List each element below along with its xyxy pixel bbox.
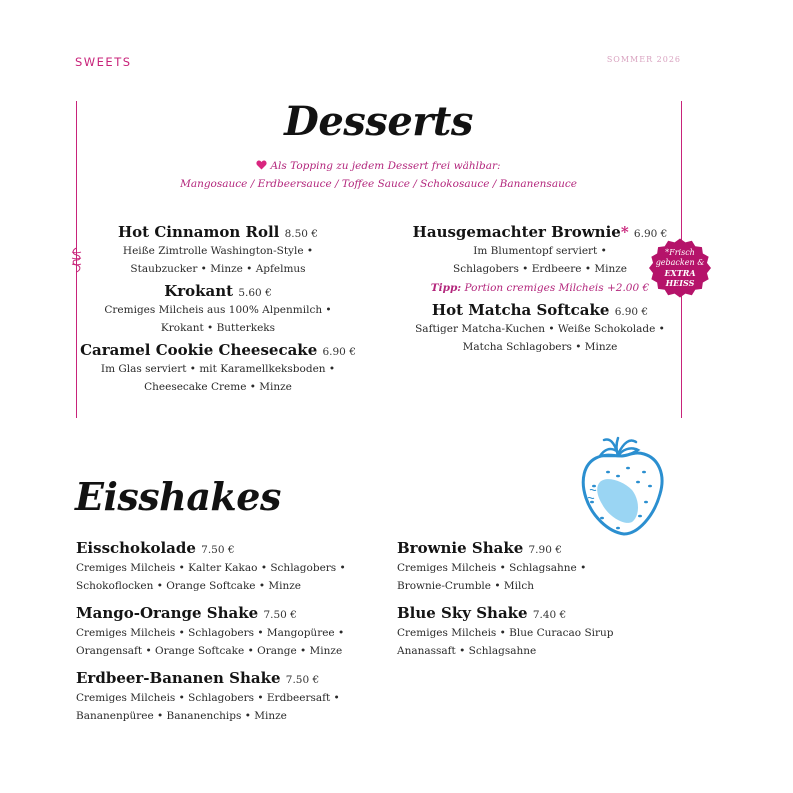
dessert-item (400, 301, 680, 356)
dessert-item (76, 223, 360, 278)
item-description: Bananenpüree • Bananenchips • Minze (76, 709, 287, 722)
item-price: 7.40 € (532, 609, 567, 621)
item-price: 7.50 € (263, 609, 297, 621)
badge-line: gebacken & (655, 258, 705, 267)
item-price: 7.50 € (201, 544, 235, 556)
strawberry-illustration (578, 428, 668, 540)
desserts-title: Desserts (284, 98, 473, 145)
item-description: Cremiges Milcheis aus 100% Alpenmilch • (104, 304, 332, 316)
shake-item (397, 604, 687, 660)
topping-note (120, 157, 637, 193)
item-name-hot-matcha-softcake: Hot Matcha Softcake 6.90 € (431, 301, 649, 319)
dessert-item (76, 282, 360, 337)
item-description: Cheesecake Creme • Minze (144, 380, 292, 393)
item-description: Brownie-Crumble • Milch (397, 579, 534, 592)
item-name-blue-sky-shake: Blue Sky Shake 7.40 € (397, 604, 567, 622)
item-description: Staubzucker • Minze • Apfelmus (130, 262, 306, 275)
asterisk-marker: * (620, 223, 629, 241)
item-name-brownie-shake: Brownie Shake 7.90 € (397, 539, 562, 557)
shake-item (397, 539, 687, 595)
fresh-baked-badge (647, 237, 713, 299)
eisshakes-title: Eisshakes (75, 474, 281, 519)
item-description: Schlagobers • Erdbeere • Minze (453, 262, 627, 275)
item-price: 7.50 € (285, 674, 320, 686)
item-description: Matcha Schlagobers • Minze (462, 340, 618, 353)
shake-item (76, 604, 386, 660)
item-description: Krokant • Butterkeks (160, 321, 276, 334)
badge-text (647, 237, 713, 299)
tipp-label: Tipp: (430, 282, 462, 294)
item-name-krokant: Krokant 5.60 € (164, 282, 272, 300)
tipp-text: Portion cremiges Milcheis +2.00 € (464, 282, 650, 294)
heart-icon (256, 160, 267, 170)
item-description: Heiße Zimtrolle Washington-Style • (122, 245, 314, 257)
item-description: Im Glas serviert • mit Karamellkeksboden • (100, 363, 336, 375)
desserts-left-column (76, 223, 360, 396)
item-name-hot-cinnamon-roll: Hot Cinnamon Roll 8.50 € (117, 223, 318, 241)
section-label: SWEETS (75, 55, 132, 69)
topping-line-1 (120, 157, 637, 175)
item-name-hausgemachter-brownie: Hausgemachter Brownie* 6.90 € (412, 223, 668, 241)
item-name-mango-orange-shake: Mango-Orange Shake 7.50 € (76, 604, 297, 622)
item-description: Im Blumentopf serviert • (473, 245, 607, 257)
item-description: Cremiges Milcheis • Blue Curacao Sirup (397, 627, 614, 639)
item-price: 6.90 € (322, 346, 356, 358)
tipp-note (400, 282, 680, 294)
item-name-eisschokolade: Eisschokolade 7.50 € (76, 539, 235, 557)
item-price: 8.50 € (284, 228, 318, 240)
item-description: Cremiges Milcheis • Schlagobers • Erdbeersaft • (76, 692, 340, 704)
item-price: 6.90 € (633, 228, 668, 240)
season-label: SOMMER 2026 (606, 55, 681, 64)
item-description: Orangensaft • Orange Softcake • Orange • Minze (76, 644, 343, 657)
item-price: 6.90 € (614, 306, 649, 318)
badge-line: HEISS (665, 278, 695, 288)
badge-line: EXTRA (664, 268, 696, 278)
dessert-item (76, 341, 360, 396)
shake-item (76, 539, 386, 595)
item-description: Ananassaft • Schlagsahne (397, 644, 537, 657)
item-description: Cremiges Milcheis • Schlagsahne • (397, 562, 587, 574)
shakes-right-column (397, 539, 687, 660)
item-price: 5.60 € (238, 287, 272, 299)
item-name-caramel-cookie-cheesecake: Caramel Cookie Cheesecake 6.90 € (80, 341, 356, 359)
item-description: Saftiger Matcha-Kuchen • Weiße Schokolade • (415, 323, 665, 335)
shake-item (76, 669, 386, 725)
desserts-right-column (400, 223, 680, 356)
dessert-item (400, 223, 680, 294)
item-description: Cremiges Milcheis • Kalter Kakao • Schlagobers • (76, 562, 346, 574)
shakes-left-column (76, 539, 386, 725)
topping-line-2: Mangosauce / Erdbeersauce / Toffee Sauce / Schokosauce / Bananensauce (180, 178, 577, 190)
item-name-erdbeer-bananen-shake: Erdbeer-Bananen Shake 7.50 € (76, 669, 320, 687)
item-description: Schokoflocken • Orange Softcake • Minze (76, 579, 302, 592)
item-price: 7.90 € (528, 544, 562, 556)
badge-line: *Frisch (665, 248, 695, 257)
item-description: Cremiges Milcheis • Schlagobers • Mangopüree • (76, 627, 345, 639)
topping-line-1-text: Als Topping zu jedem Dessert frei wählbar: (270, 160, 501, 172)
